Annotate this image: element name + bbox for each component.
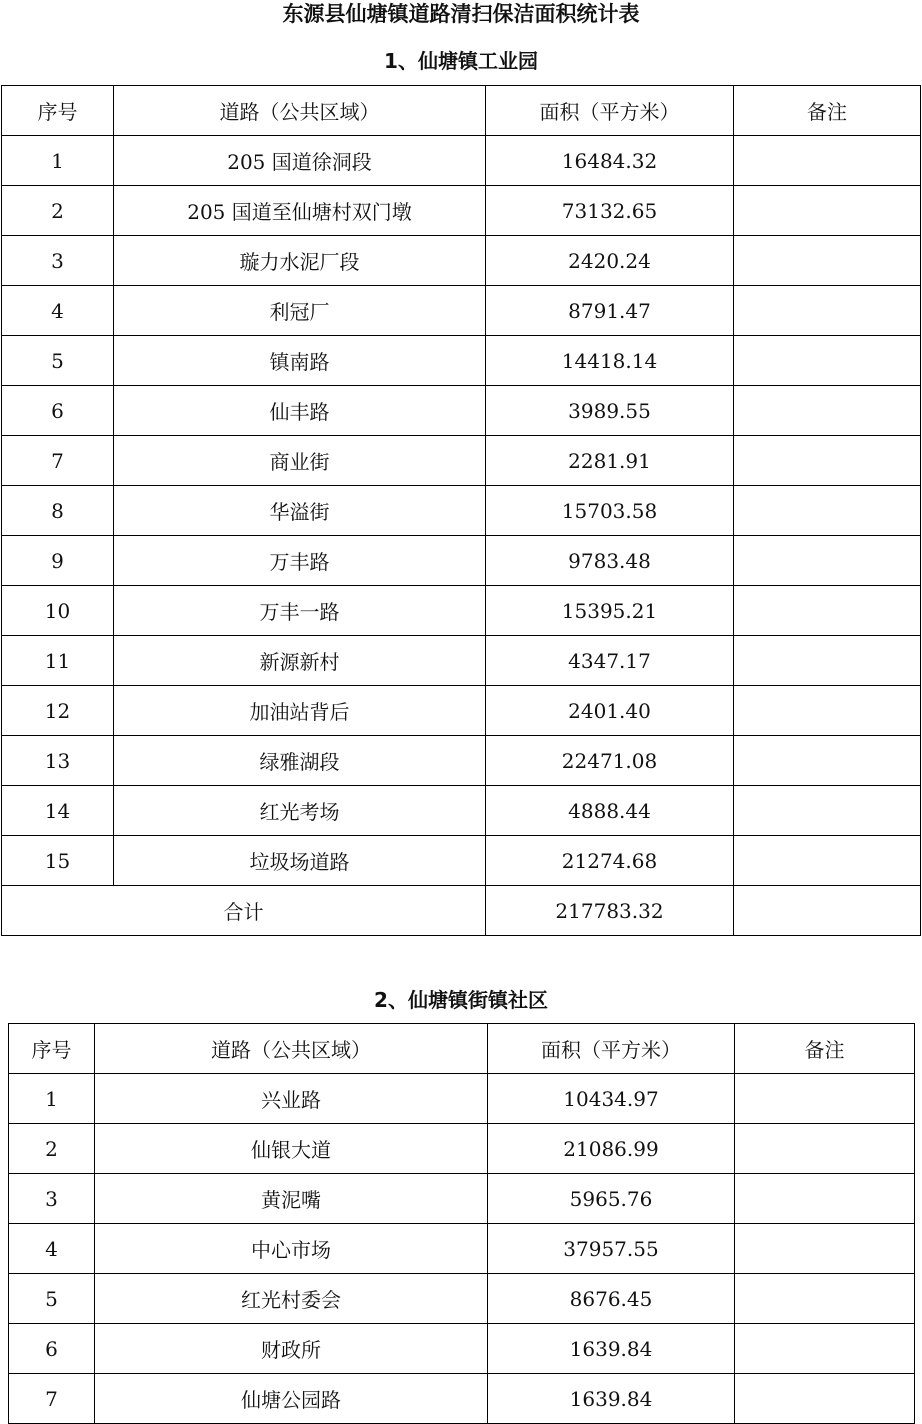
- table-row: [2, 236, 921, 286]
- row-note: [734, 836, 921, 886]
- row-area: 8676.45: [488, 1274, 735, 1324]
- table-row: [2, 786, 921, 836]
- row-index: 2: [2, 186, 114, 236]
- table-row: [2, 686, 921, 736]
- row-road: 黄泥嘴: [95, 1174, 488, 1224]
- table-row: [9, 1174, 915, 1224]
- row-note: [734, 186, 921, 236]
- table-row: [9, 1124, 915, 1174]
- row-index: 1: [9, 1074, 95, 1124]
- header-index: 序号: [2, 86, 114, 136]
- row-index: 1: [2, 136, 114, 186]
- total-value: 217783.32: [486, 886, 734, 936]
- row-area: 15703.58: [486, 486, 734, 536]
- row-road: 兴业路: [95, 1074, 488, 1124]
- header-road: 道路（公共区域）: [95, 1024, 488, 1074]
- table-row: [2, 586, 921, 636]
- row-index: 2: [9, 1124, 95, 1174]
- row-note: [735, 1124, 915, 1174]
- table-header-row: [2, 86, 921, 136]
- row-index: 11: [2, 636, 114, 686]
- row-index: 3: [9, 1174, 95, 1224]
- table-row: [2, 836, 921, 886]
- row-road: 仙银大道: [95, 1124, 488, 1174]
- row-index: 7: [9, 1374, 95, 1424]
- table-row: [2, 736, 921, 786]
- table-row: [9, 1324, 915, 1374]
- row-area: 22471.08: [486, 736, 734, 786]
- row-area: 2401.40: [486, 686, 734, 736]
- row-index: 6: [2, 386, 114, 436]
- total-note: [734, 886, 921, 936]
- total-row: [2, 886, 921, 936]
- row-note: [734, 336, 921, 386]
- row-index: 8: [2, 486, 114, 536]
- table-row: [2, 636, 921, 686]
- table-row: [2, 286, 921, 336]
- row-area: 15395.21: [486, 586, 734, 636]
- row-area: 2281.91: [486, 436, 734, 486]
- row-index: 3: [2, 236, 114, 286]
- row-note: [734, 586, 921, 636]
- row-index: 9: [2, 536, 114, 586]
- row-area: 4347.17: [486, 636, 734, 686]
- row-road: 仙塘公园路: [95, 1374, 488, 1424]
- row-note: [734, 386, 921, 436]
- row-road: 仙丰路: [114, 386, 486, 436]
- row-area: 14418.14: [486, 336, 734, 386]
- row-index: 5: [9, 1274, 95, 1324]
- row-area: 8791.47: [486, 286, 734, 336]
- row-road: 万丰路: [114, 536, 486, 586]
- row-road: 加油站背后: [114, 686, 486, 736]
- row-note: [735, 1224, 915, 1274]
- table-row: [9, 1224, 915, 1274]
- row-area: 2420.24: [486, 236, 734, 286]
- header-road: 道路（公共区域）: [114, 86, 486, 136]
- table-row: [2, 386, 921, 436]
- header-area: 面积（平方米）: [486, 86, 734, 136]
- row-road: 中心市场: [95, 1224, 488, 1274]
- row-index: 13: [2, 736, 114, 786]
- row-index: 10: [2, 586, 114, 636]
- header-note: 备注: [734, 86, 921, 136]
- row-note: [734, 436, 921, 486]
- row-note: [734, 236, 921, 286]
- row-road: 新源新村: [114, 636, 486, 686]
- row-area: 9783.48: [486, 536, 734, 586]
- row-index: 7: [2, 436, 114, 486]
- row-note: [734, 686, 921, 736]
- row-road: 红光村委会: [95, 1274, 488, 1324]
- row-area: 37957.55: [488, 1224, 735, 1274]
- document-title: 东源县仙塘镇道路清扫保洁面积统计表: [282, 2, 640, 26]
- row-note: [735, 1274, 915, 1324]
- row-area: 1639.84: [488, 1324, 735, 1374]
- table-row: [2, 436, 921, 486]
- row-road: 华溢街: [114, 486, 486, 536]
- row-index: 5: [2, 336, 114, 386]
- row-road: 绿雅湖段: [114, 736, 486, 786]
- row-note: [734, 786, 921, 836]
- row-area: 10434.97: [488, 1074, 735, 1124]
- row-road: 205 国道至仙塘村双门墩: [114, 186, 486, 236]
- street-community-table: [8, 1023, 915, 1424]
- section-1-title: 1、仙塘镇工业园: [384, 49, 538, 73]
- row-road: 镇南路: [114, 336, 486, 386]
- table-row: [9, 1274, 915, 1324]
- row-index: 12: [2, 686, 114, 736]
- row-road: 红光考场: [114, 786, 486, 836]
- table-row: [2, 486, 921, 536]
- industrial-park-table: [1, 85, 921, 936]
- row-road: 万丰一路: [114, 586, 486, 636]
- row-road: 垃圾场道路: [114, 836, 486, 886]
- table-row: [2, 186, 921, 236]
- section-2-title: 2、仙塘镇街镇社区: [374, 988, 548, 1012]
- row-area: 5965.76: [488, 1174, 735, 1224]
- row-note: [734, 486, 921, 536]
- row-road: 205 国道徐洞段: [114, 136, 486, 186]
- table-row: [2, 136, 921, 186]
- row-index: 4: [9, 1224, 95, 1274]
- row-road: 商业街: [114, 436, 486, 486]
- row-index: 4: [2, 286, 114, 336]
- row-area: 1639.84: [488, 1374, 735, 1424]
- row-note: [735, 1324, 915, 1374]
- row-note: [735, 1074, 915, 1124]
- table-row: [2, 536, 921, 586]
- row-note: [735, 1174, 915, 1224]
- total-label: 合计: [2, 886, 486, 936]
- row-area: 73132.65: [486, 186, 734, 236]
- table-header-row: [9, 1024, 915, 1074]
- row-note: [734, 286, 921, 336]
- table-row: [9, 1074, 915, 1124]
- row-road: 璇力水泥厂段: [114, 236, 486, 286]
- header-area: 面积（平方米）: [488, 1024, 735, 1074]
- row-note: [735, 1374, 915, 1424]
- row-road: 利冠厂: [114, 286, 486, 336]
- row-area: 16484.32: [486, 136, 734, 186]
- row-index: 15: [2, 836, 114, 886]
- header-note: 备注: [735, 1024, 915, 1074]
- row-note: [734, 736, 921, 786]
- header-index: 序号: [9, 1024, 95, 1074]
- row-area: 21086.99: [488, 1124, 735, 1174]
- table-row: [9, 1374, 915, 1424]
- row-note: [734, 636, 921, 686]
- table-row: [2, 336, 921, 386]
- row-index: 14: [2, 786, 114, 836]
- row-area: 3989.55: [486, 386, 734, 436]
- row-note: [734, 536, 921, 586]
- row-note: [734, 136, 921, 186]
- row-road: 财政所: [95, 1324, 488, 1374]
- row-area: 21274.68: [486, 836, 734, 886]
- row-area: 4888.44: [486, 786, 734, 836]
- row-index: 6: [9, 1324, 95, 1374]
